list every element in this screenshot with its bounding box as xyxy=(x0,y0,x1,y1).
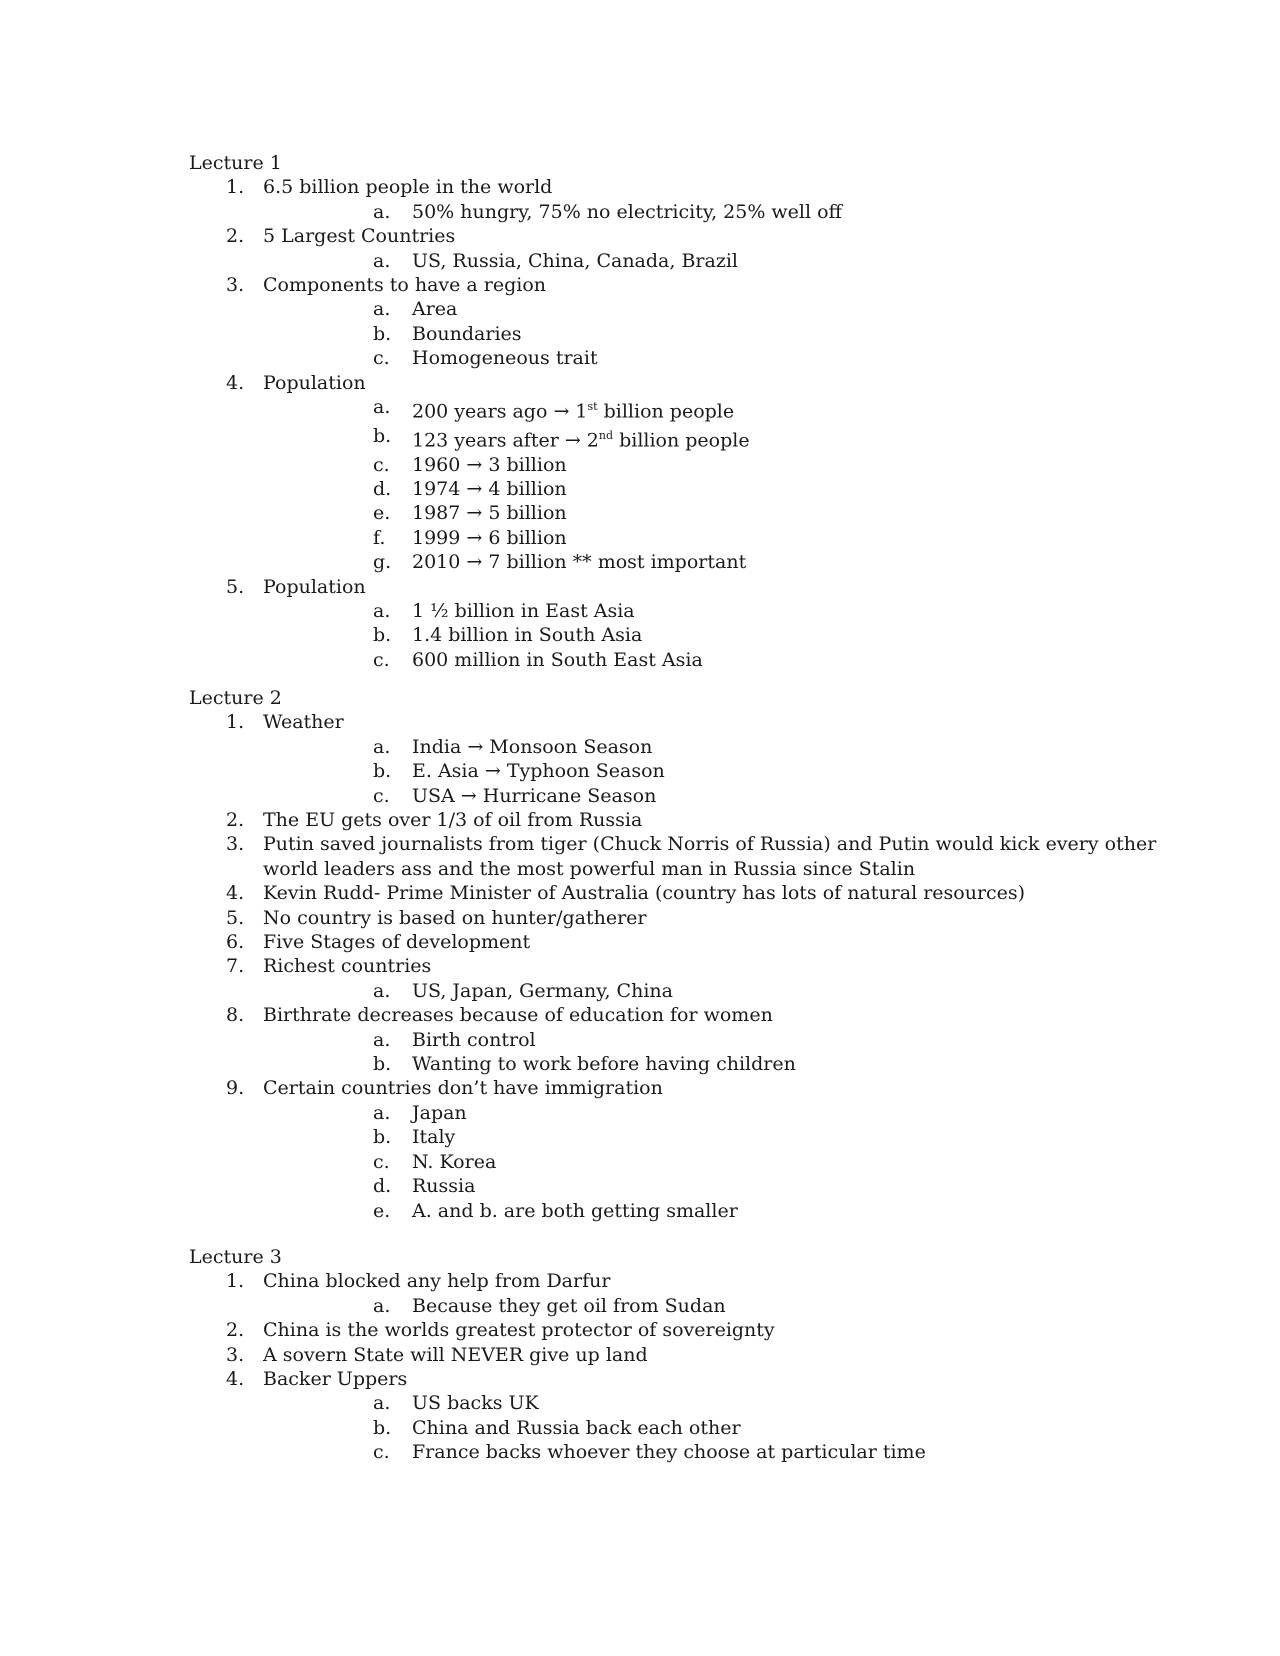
lettered-list xyxy=(263,599,1189,672)
sub-item xyxy=(263,1052,1189,1076)
sub-item-text: US, Russia, China, Canada, Brazil xyxy=(412,249,738,272)
numbered-list xyxy=(189,1269,1189,1464)
list-item xyxy=(189,1269,1189,1318)
sub-item xyxy=(263,1440,1189,1464)
sub-item-text: India → Monsoon Season xyxy=(412,735,653,758)
sub-item-letter: a. xyxy=(373,1294,391,1317)
sub-item-letter: a. xyxy=(373,249,391,272)
sub-item-letter: d. xyxy=(373,477,392,500)
sub-item xyxy=(263,501,1189,525)
sub-item-letter: a. xyxy=(373,298,391,321)
sub-item xyxy=(263,784,1189,808)
sub-item xyxy=(263,526,1189,550)
lettered-list xyxy=(263,1294,1189,1318)
sub-item-letter: f. xyxy=(373,526,386,549)
lettered-list xyxy=(263,979,1189,1003)
lecture-section xyxy=(189,686,1189,1223)
item-text: Population xyxy=(263,575,366,598)
item-text: The EU gets over 1/3 of oil from Russia xyxy=(263,809,643,832)
sub-item-text: US backs UK xyxy=(412,1392,539,1415)
sub-item-text: France backs whoever they choose at particular time xyxy=(412,1441,926,1464)
sub-item-text: 200 years ago → 1 xyxy=(412,400,588,423)
sub-item-letter: c. xyxy=(373,648,390,671)
sub-item xyxy=(263,424,1189,453)
sub-item-letter: b. xyxy=(373,760,392,783)
item-text-continued: world leaders ass and the most powerful man in Russia since Stalin xyxy=(263,857,916,880)
item-number: 2. xyxy=(226,225,245,248)
list-item xyxy=(189,1003,1189,1076)
list-item xyxy=(189,832,1189,881)
item-text: Population xyxy=(263,371,366,394)
item-number: 2. xyxy=(226,809,245,832)
sub-item xyxy=(263,1125,1189,1149)
sub-item-text: Because they get oil from Sudan xyxy=(412,1294,726,1317)
list-item xyxy=(189,175,1189,224)
sub-item-text: Homogeneous trait xyxy=(412,347,598,370)
item-number: 3. xyxy=(226,833,245,856)
item-number: 1. xyxy=(226,1270,245,1293)
sub-item-letter: a. xyxy=(373,200,391,223)
lettered-list xyxy=(263,1028,1189,1077)
sub-item-letter: a. xyxy=(373,1028,391,1051)
sub-item-text: Italy xyxy=(412,1126,456,1149)
sub-item-letter: b. xyxy=(373,424,392,447)
item-number: 1. xyxy=(226,711,245,734)
sub-item-text: US, Japan, Germany, China xyxy=(412,979,673,1002)
item-text: Birthrate decreases because of education for women xyxy=(263,1004,773,1027)
sub-item-letter: d. xyxy=(373,1175,392,1198)
ordinal-suffix: nd xyxy=(598,428,614,442)
sub-item-text: 1960 → 3 billion xyxy=(412,453,567,476)
lettered-list xyxy=(263,297,1189,370)
item-text: China is the worlds greatest protector of sovereignty xyxy=(263,1319,775,1342)
sub-item-letter: c. xyxy=(373,347,390,370)
lecture-title: Lecture 3 xyxy=(189,1246,282,1268)
item-number: 4. xyxy=(226,371,245,394)
sub-item-text: 1987 → 5 billion xyxy=(412,502,567,525)
sub-item-text: Boundaries xyxy=(412,322,522,345)
sub-item xyxy=(263,200,1189,224)
item-number: 1. xyxy=(226,176,245,199)
sub-item-text: Russia xyxy=(412,1175,476,1198)
sub-item-text-end: billion people xyxy=(613,429,750,452)
sub-item-letter: b. xyxy=(373,1053,392,1076)
item-text: A sovern State will NEVER give up land xyxy=(263,1343,648,1366)
list-item xyxy=(189,906,1189,930)
list-item xyxy=(189,710,1189,808)
item-text: Richest countries xyxy=(263,955,432,978)
item-number: 8. xyxy=(226,1004,245,1027)
sub-item-text: A. and b. are both getting smaller xyxy=(412,1199,738,1222)
sub-item xyxy=(263,979,1189,1003)
item-text: Weather xyxy=(263,711,344,734)
item-number: 3. xyxy=(226,274,245,297)
item-text: Kevin Rudd- Prime Minister of Australia (country has lots of natural resources) xyxy=(263,882,1026,905)
sub-item-text: Japan xyxy=(412,1101,467,1124)
sub-item xyxy=(263,1174,1189,1198)
list-item xyxy=(189,881,1189,905)
lettered-list xyxy=(263,249,1189,273)
lettered-list xyxy=(263,200,1189,224)
item-number: 5. xyxy=(226,575,245,598)
sub-item xyxy=(263,249,1189,273)
sub-item xyxy=(263,1028,1189,1052)
sub-item xyxy=(263,1199,1189,1223)
sub-item-letter: a. xyxy=(373,1392,391,1415)
sub-item-text: E. Asia → Typhoon Season xyxy=(412,760,665,783)
sub-item xyxy=(263,1294,1189,1318)
list-item xyxy=(189,930,1189,954)
sub-item-text: 1999 → 6 billion xyxy=(412,526,567,549)
item-text: Putin saved journalists from tiger (Chuck Norris of Russia) and Putin would kick every other xyxy=(263,833,1157,856)
sub-item-text: 123 years after → 2 xyxy=(412,429,599,452)
sub-item xyxy=(263,477,1189,501)
sub-item xyxy=(263,297,1189,321)
sub-item-letter: a. xyxy=(373,735,391,758)
lettered-list xyxy=(263,1391,1189,1464)
item-text: 6.5 billion people in the world xyxy=(263,176,553,199)
item-text: Certain countries don’t have immigration xyxy=(263,1077,663,1100)
lettered-list xyxy=(263,1101,1189,1223)
item-number: 7. xyxy=(226,955,245,978)
sub-item-text: 50% hungry, 75% no electricity, 25% well off xyxy=(412,200,843,223)
item-number: 5. xyxy=(226,906,245,929)
list-item xyxy=(189,954,1189,1003)
sub-item xyxy=(263,648,1189,672)
sub-item-letter: c. xyxy=(373,1441,390,1464)
sub-item xyxy=(263,322,1189,346)
sub-item xyxy=(263,1150,1189,1174)
lettered-list xyxy=(263,395,1189,575)
list-item xyxy=(189,1318,1189,1342)
sub-item-letter: b. xyxy=(373,624,392,647)
lecture-title: Lecture 2 xyxy=(189,687,282,709)
sub-item xyxy=(263,1101,1189,1125)
ordinal-suffix: st xyxy=(587,400,598,414)
item-text: Backer Uppers xyxy=(263,1368,408,1391)
sub-item xyxy=(263,599,1189,623)
sub-item xyxy=(263,1391,1189,1415)
sub-item xyxy=(263,759,1189,783)
item-number: 2. xyxy=(226,1319,245,1342)
lecture-section xyxy=(189,1245,1189,1465)
list-item xyxy=(189,371,1189,575)
item-text: Components to have a region xyxy=(263,274,547,297)
list-item xyxy=(189,1367,1189,1465)
sub-item-text: N. Korea xyxy=(412,1150,497,1173)
sub-item-text: USA → Hurricane Season xyxy=(412,784,657,807)
item-text: China blocked any help from Darfur xyxy=(263,1270,611,1293)
sub-item-text: 1 ½ billion in East Asia xyxy=(412,599,635,622)
lettered-list xyxy=(263,735,1189,808)
sub-item-letter: e. xyxy=(373,1199,391,1222)
sub-item xyxy=(263,1416,1189,1440)
numbered-list xyxy=(189,710,1189,1223)
sub-item xyxy=(263,735,1189,759)
numbered-list xyxy=(189,175,1189,672)
list-item xyxy=(189,575,1189,673)
list-item xyxy=(189,1076,1189,1222)
sub-item xyxy=(263,623,1189,647)
lecture-section xyxy=(189,151,1189,672)
item-number: 3. xyxy=(226,1343,245,1366)
sub-item-text: Area xyxy=(412,298,458,321)
item-number: 4. xyxy=(226,1368,245,1391)
sub-item-text-end: billion people xyxy=(597,400,735,423)
item-text: 5 Largest Countries xyxy=(263,225,456,248)
sub-item-text: 600 million in South East Asia xyxy=(412,648,703,671)
item-number: 9. xyxy=(226,1077,245,1100)
sub-item xyxy=(263,346,1189,370)
sub-item-letter: e. xyxy=(373,502,391,525)
sub-item xyxy=(263,550,1189,574)
sub-item-text: Wanting to work before having children xyxy=(412,1053,796,1076)
sub-item-letter: a. xyxy=(373,599,391,622)
lecture-title: Lecture 1 xyxy=(189,152,282,174)
sub-item-letter: b. xyxy=(373,1416,392,1439)
sub-item-letter: a. xyxy=(373,396,391,419)
sub-item-text: 1.4 billion in South Asia xyxy=(412,624,643,647)
sub-item xyxy=(263,395,1189,424)
sub-item-letter: b. xyxy=(373,1126,392,1149)
item-number: 4. xyxy=(226,882,245,905)
sub-item xyxy=(263,453,1189,477)
list-item xyxy=(189,808,1189,832)
sub-item-letter: c. xyxy=(373,1150,390,1173)
sub-item-letter: b. xyxy=(373,322,392,345)
sub-item-text: 1974 → 4 billion xyxy=(412,477,567,500)
item-number: 6. xyxy=(226,931,245,954)
item-text: Five Stages of development xyxy=(263,931,531,954)
sub-item-letter: a. xyxy=(373,1101,391,1124)
sub-item-letter: c. xyxy=(373,784,390,807)
sub-item-text: Birth control xyxy=(412,1028,536,1051)
sub-item-letter: a. xyxy=(373,979,391,1002)
list-item xyxy=(189,273,1189,371)
sub-item-text: China and Russia back each other xyxy=(412,1416,741,1439)
sub-item-letter: c. xyxy=(373,453,390,476)
list-item xyxy=(189,224,1189,273)
sub-item-text: 2010 → 7 billion ** most important xyxy=(412,551,747,574)
list-item xyxy=(189,1343,1189,1367)
sub-item-letter: g. xyxy=(373,551,392,574)
item-text: No country is based on hunter/gatherer xyxy=(263,906,647,929)
